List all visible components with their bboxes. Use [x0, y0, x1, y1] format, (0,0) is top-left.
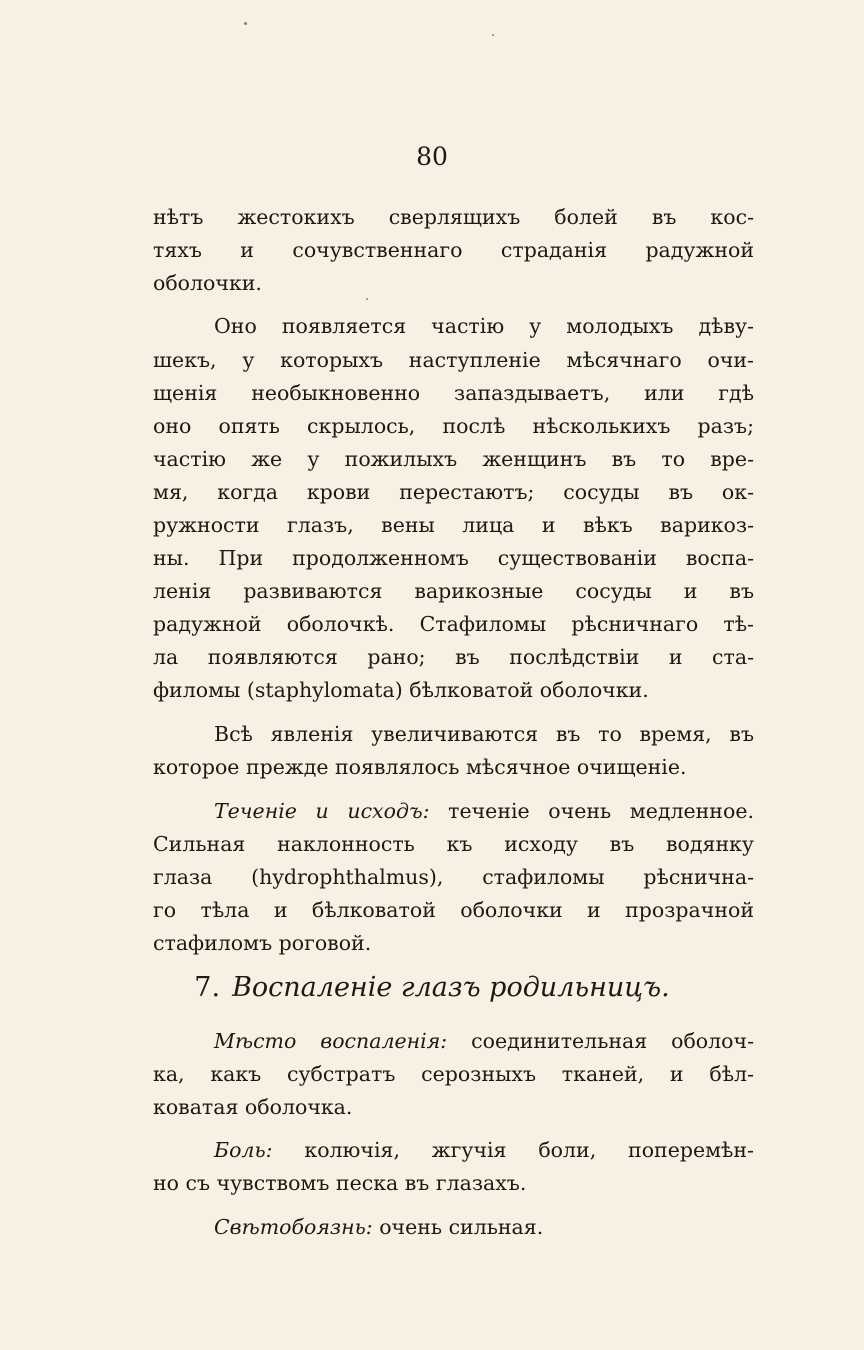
- course-text: теченіе очень медленное.: [448, 799, 754, 823]
- text-line: тяхъ и сочувственнаго страданія радужной: [153, 238, 754, 262]
- text-line: глаза (hydrophthalmus), стафиломы рѣснична-: [153, 865, 754, 889]
- text-line: ленія развиваются варикозные сосуды и въ: [153, 579, 754, 603]
- photophobia-label: Свѣтобоязнь:: [214, 1215, 373, 1239]
- location-label: Мѣсто воспаленія:: [214, 1029, 448, 1053]
- text-line: стафиломъ роговой.: [153, 931, 372, 955]
- text-line: которое прежде появлялось мѣсячное очищеніе.: [153, 755, 687, 779]
- pain-text: колючія, жгучія боли, поперемѣн-: [304, 1138, 754, 1162]
- section-heading: [0, 968, 864, 1008]
- text-line: нѣтъ жестокихъ сверлящихъ болей въ кос-: [153, 205, 754, 229]
- text-line: оно опять скрылось, послѣ нѣсколькихъ разъ;: [153, 414, 754, 438]
- text-line: коватая оболочка.: [153, 1095, 353, 1119]
- page-number: 80: [416, 142, 448, 171]
- photophobia-text: очень сильная.: [379, 1215, 544, 1239]
- text-line: [214, 1207, 754, 1247]
- text-line: ны. При продолженномъ существованіи воспа-: [153, 546, 754, 570]
- text-line: шекъ, у которыхъ наступленіе мѣсячнаго очи-: [153, 348, 754, 372]
- course-label: Теченіе и исходъ:: [214, 799, 430, 823]
- text-line: ка, какъ субстратъ серозныхъ тканей, и бѣл-: [153, 1062, 754, 1086]
- pain-label: Боль:: [214, 1138, 273, 1162]
- paper-speck: [492, 34, 494, 36]
- text-line: оболочки.: [153, 271, 262, 295]
- text-line: но съ чувствомъ песка въ глазахъ.: [153, 1171, 527, 1195]
- text-line: ла появляются рано; въ послѣдствіи и ста-: [153, 645, 754, 669]
- text-line: Всѣ явленія увеличиваются въ то время, въ: [214, 722, 754, 746]
- text-line: частію же у пожилыхъ женщинъ въ то вре-: [153, 447, 754, 471]
- text-line: радужной оболочкѣ. Стафиломы рѣсничнаго тѣ-: [153, 612, 754, 636]
- text-line: мя, когда крови перестаютъ; сосуды въ ок-: [153, 480, 754, 504]
- text-line: щенія необыкновенно запаздываетъ, или гдѣ: [153, 381, 754, 405]
- text-line: ружности глазъ, вены лица и вѣкъ варикоз-: [153, 513, 754, 537]
- section-number: 7.: [194, 972, 221, 1003]
- text-line: филомы (staphylomata) бѣлковатой оболочки.: [153, 678, 649, 702]
- paper-speck: [244, 22, 247, 25]
- section-title: Воспаленіе глазъ родильницъ.: [232, 972, 670, 1003]
- text-line: Сильная наклонность къ исходу въ водянку: [153, 832, 754, 856]
- location-text: соединительная оболоч-: [471, 1029, 754, 1053]
- text-line: го тѣла и бѣлковатой оболочки и прозрачной: [153, 898, 754, 922]
- text-line: Оно появляется частію у молодыхъ дѣву-: [214, 314, 754, 338]
